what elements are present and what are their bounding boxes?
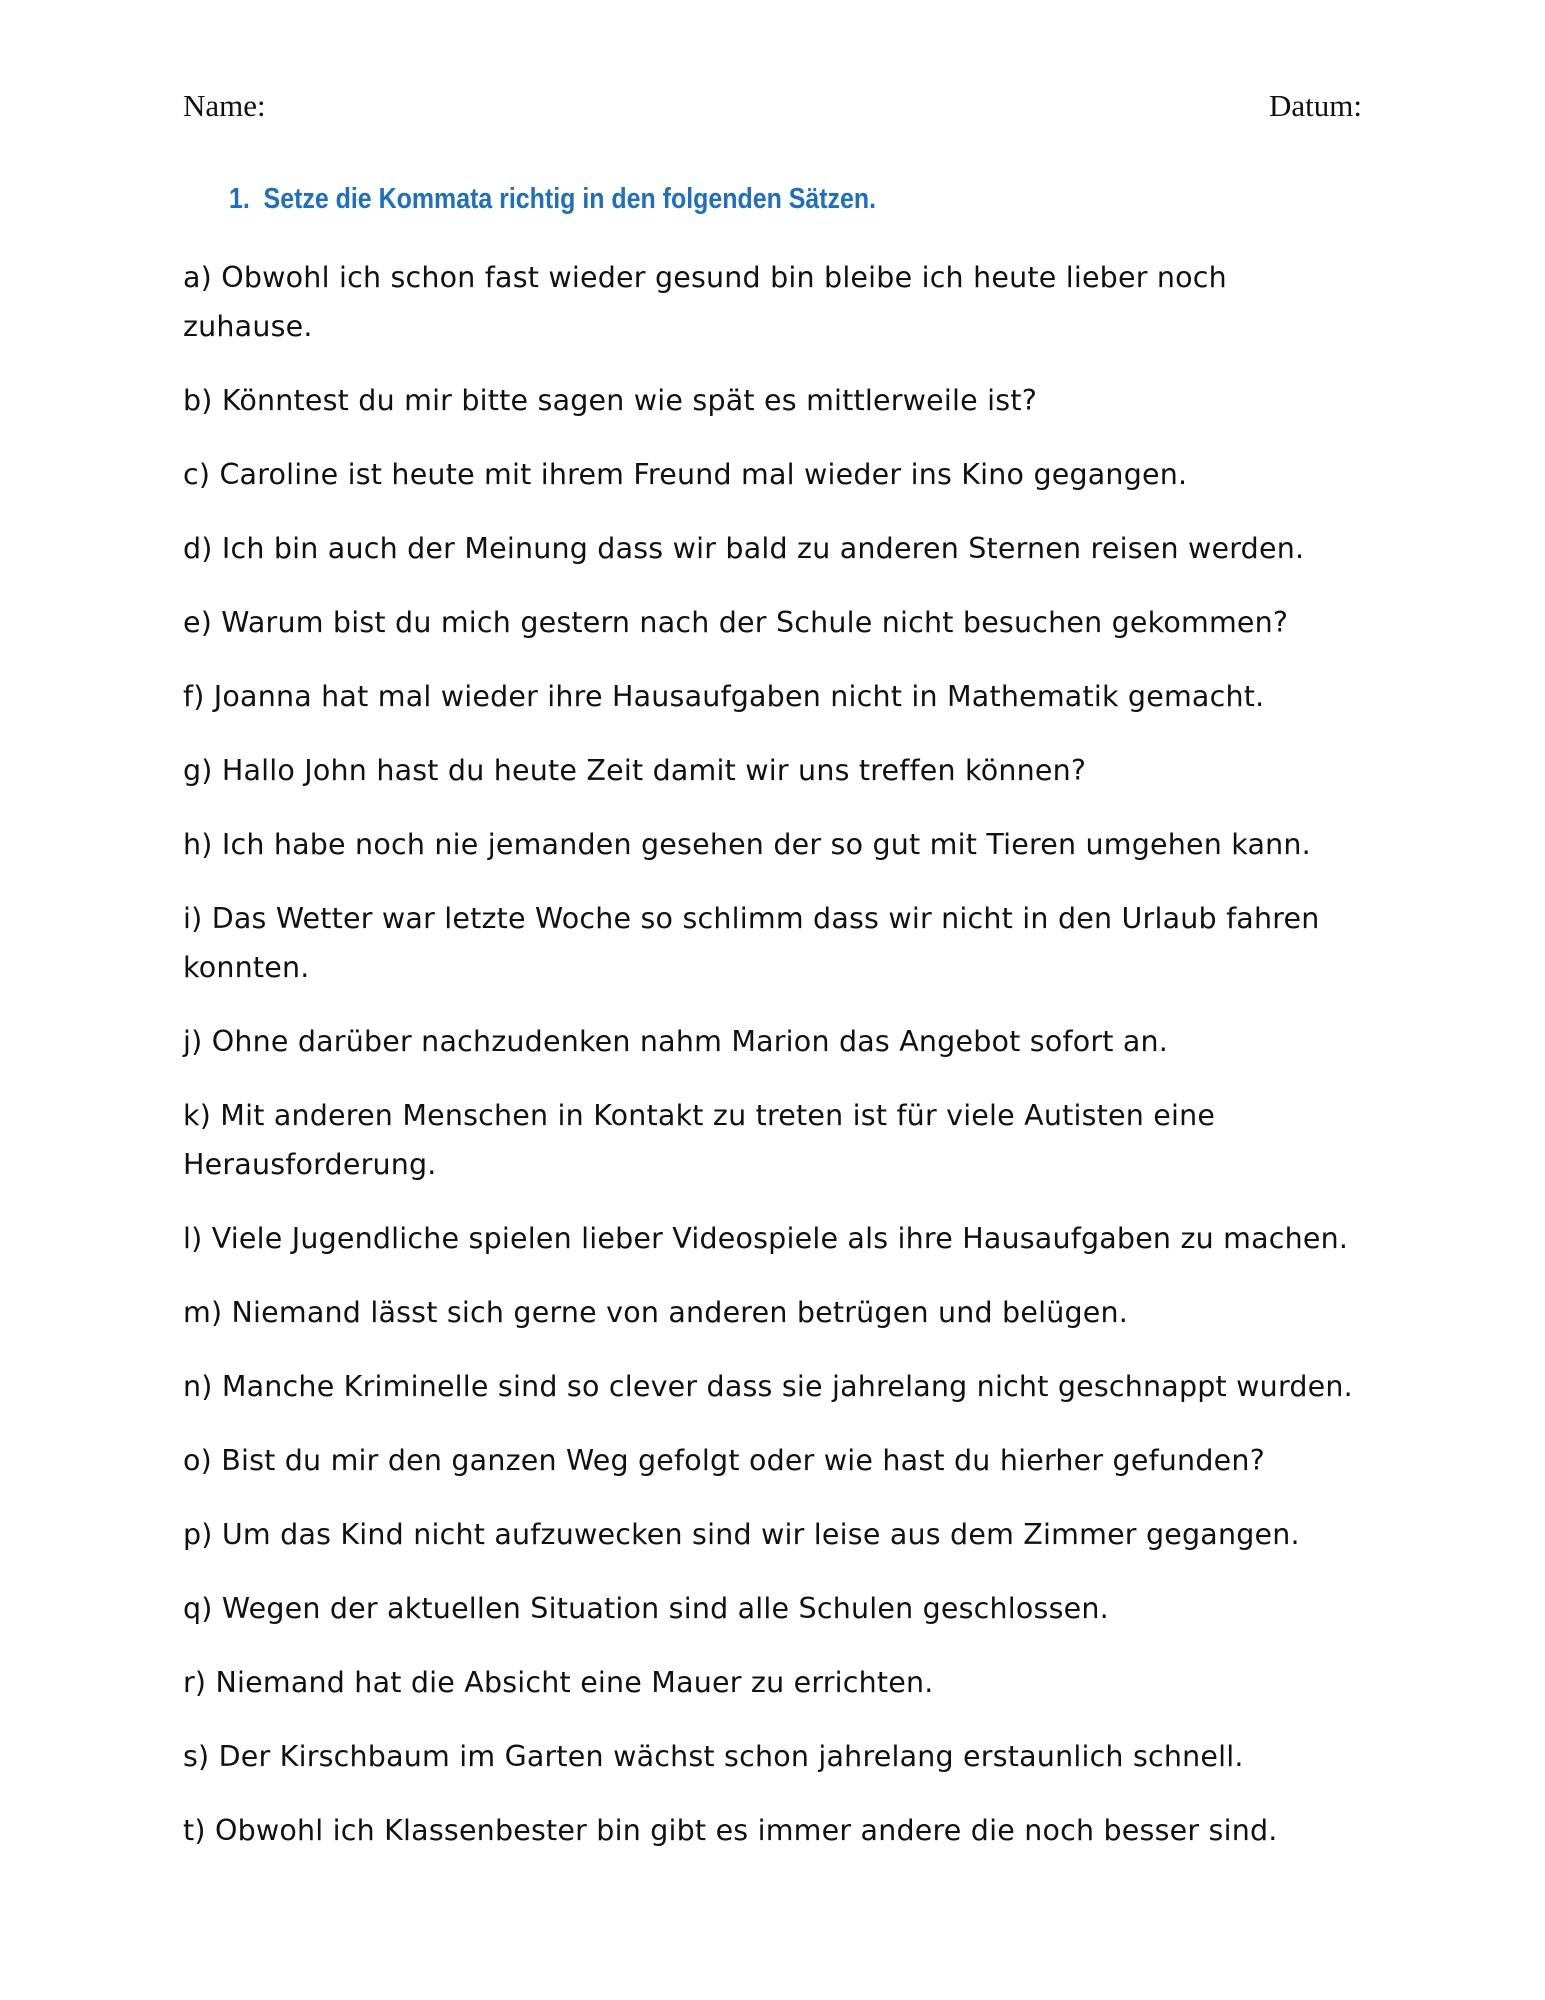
sentence-f: f) Joanna hat mal wieder ihre Hausaufgaben nicht in Mathematik gemacht.	[183, 680, 1265, 713]
sentence-b: b) Könntest du mir bitte sagen wie spät es mittlerweile ist?	[183, 384, 1038, 417]
sentence-j: j) Ohne darüber nachzudenken nahm Marion das Angebot sofort an.	[183, 1025, 1169, 1058]
sentence-p: p) Um das Kind nicht aufzuwecken sind wir leise aus dem Zimmer gegangen.	[183, 1518, 1300, 1551]
sentence-a: a) Obwohl ich schon fast wieder gesund bin bleibe ich heute lieber noch zuhause.	[183, 261, 1227, 343]
sentence-m: m) Niemand lässt sich gerne von anderen betrügen und belügen.	[183, 1296, 1129, 1329]
sentence-d: d) Ich bin auch der Meinung dass wir bald zu anderen Sternen reisen werden.	[183, 532, 1305, 565]
sentence-list	[183, 253, 1363, 1880]
sentence-l: l) Viele Jugendliche spielen lieber Videospiele als ihre Hausaufgaben zu machen.	[183, 1222, 1349, 1255]
name-label: Name:	[183, 88, 266, 123]
sentence-k: k) Mit anderen Menschen in Kontakt zu treten ist für viele Autisten eine Herausforderung.	[183, 1099, 1216, 1181]
sentence-e: e) Warum bist du mich gestern nach der Schule nicht besuchen gekommen?	[183, 606, 1289, 639]
task-heading	[229, 183, 876, 216]
sentence-q: q) Wegen der aktuellen Situation sind alle Schulen geschlossen.	[183, 1592, 1109, 1625]
sentence-s: s) Der Kirschbaum im Garten wächst schon jahrelang erstaunlich schnell.	[183, 1740, 1244, 1773]
sentence-h: h) Ich habe noch nie jemanden gesehen der so gut mit Tieren umgehen kann.	[183, 828, 1311, 861]
sentence-i: i) Das Wetter war letzte Woche so schlimm dass wir nicht in den Urlaub fahren konnten.	[183, 902, 1320, 984]
sentence-c: c) Caroline ist heute mit ihrem Freund mal wieder ins Kino gegangen.	[183, 458, 1188, 491]
task-title: Setze die Kommata richtig in den folgenden Sätzen.	[263, 183, 877, 215]
header-row	[183, 88, 1362, 128]
date-label: Datum:	[1269, 88, 1362, 123]
sentence-n: n) Manche Kriminelle sind so clever dass sie jahrelang nicht geschnappt wurden.	[183, 1370, 1353, 1403]
sentence-t: t) Obwohl ich Klassenbester bin gibt es immer andere die noch besser sind.	[183, 1814, 1278, 1847]
sentence-g: g) Hallo John hast du heute Zeit damit wir uns treffen können?	[183, 754, 1087, 787]
sentence-o: o) Bist du mir den ganzen Weg gefolgt oder wie hast du hierher gefunden?	[183, 1444, 1265, 1477]
task-number: 1.	[229, 183, 250, 215]
sentence-r: r) Niemand hat die Absicht eine Mauer zu errichten.	[183, 1666, 934, 1699]
